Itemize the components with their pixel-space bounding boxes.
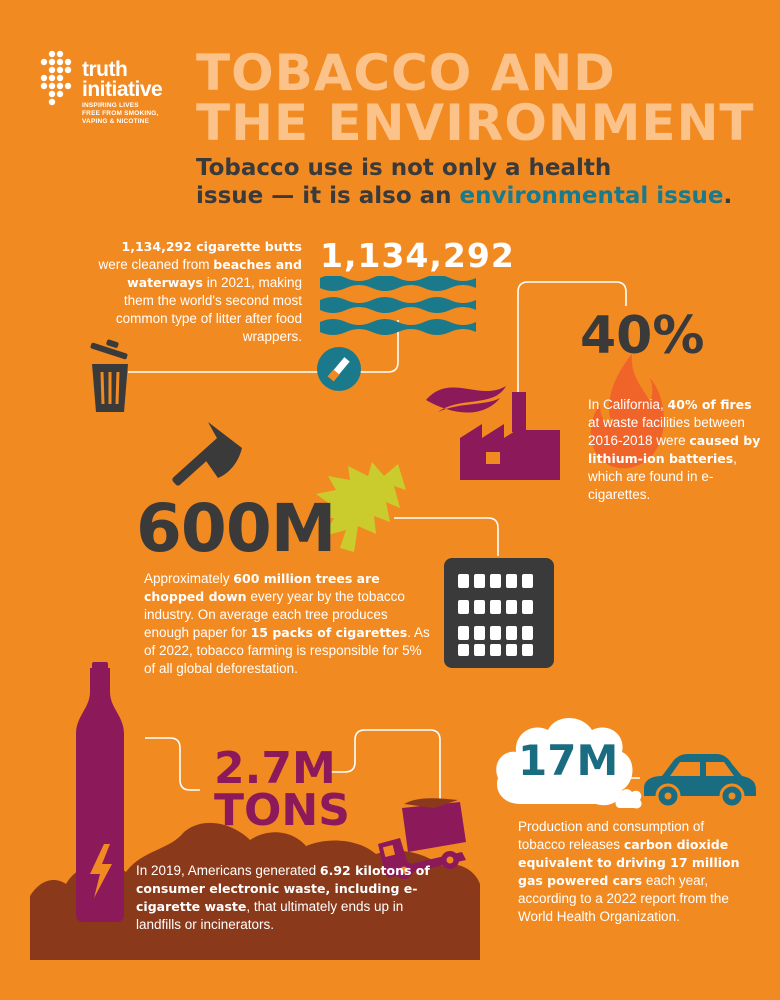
trees-bold-1: 600 million trees are chopped down (144, 571, 380, 604)
waste-text (136, 862, 432, 934)
cigarette-packs-icon (444, 558, 554, 668)
waste-text-2: , that ultimately ends up in landfills or incinerators. (136, 899, 404, 932)
cigarette-butt-icon (316, 346, 362, 392)
fires-text-3: , which are found in e-cigarettes. (588, 451, 737, 502)
cars-text-1: Production and consumption of tobacco releases (518, 819, 705, 852)
page-title-line-1: TOBACCO AND (196, 44, 616, 102)
butts-stat: 1,134,292 (320, 236, 515, 275)
logo-tagline-2: FREE FROM SMOKING, (82, 110, 159, 117)
trees-text-3: . As of 2022, tobacco farming is responsible for 5% of all global deforestation. (144, 625, 430, 676)
exhaust-cloud-icon (614, 784, 644, 810)
butts-bold-1: 1,134,292 cigarette butts (121, 239, 302, 254)
logo-tagline-1: INSPIRING LIVES (82, 102, 139, 109)
waste-stat (214, 743, 350, 836)
cars-text-2: each year, according to a 2022 report from the World Health Organization. (518, 873, 729, 924)
waste-text-1: In 2019, Americans generated (136, 863, 320, 878)
subtitle-highlight: environmental issue (459, 183, 724, 209)
fires-stat: 40% (580, 306, 705, 366)
fires-bold-1: 40% of fires (667, 397, 752, 412)
fires-text (588, 396, 764, 504)
factory-icon (420, 368, 570, 482)
trees-bold-2: 15 packs of cigarettes (250, 625, 408, 640)
lightning-icon (84, 842, 116, 900)
cars-text (518, 818, 750, 926)
page-subtitle (196, 154, 756, 210)
trees-stat: 600M (136, 490, 336, 567)
logo (82, 60, 162, 126)
logo-word-initiative: initiative (82, 78, 163, 101)
subtitle-line-2: issue — it is also an (196, 183, 460, 209)
waves-icon (320, 276, 476, 338)
fires-text-2: at waste facilities between 2016-2018 were (588, 415, 745, 448)
fires-bold-2: caused by lithium-ion batteries (588, 433, 761, 466)
logo-word-truth: truth (82, 58, 128, 81)
butts-bold-2: beaches and waterways (127, 257, 302, 290)
trees-text-2: every year by the tobacco industry. On average each tree produces enough paper for (144, 589, 405, 640)
subtitle-line-1: Tobacco use is not only a health (196, 155, 612, 181)
trash-can-icon (84, 334, 134, 414)
cars-bold-1: carbon dioxide equivalent to driving 17 million gas powered cars (518, 837, 740, 888)
fires-text-1: In California, (588, 397, 668, 412)
trees-text-1: Approximately (144, 571, 234, 586)
waste-stat-amount: 2.7M (214, 743, 336, 794)
page-title-line-2: THE ENVIRONMENT (196, 94, 755, 152)
waste-stat-unit: TONS (214, 785, 350, 836)
logo-dots-icon (34, 50, 80, 112)
trees-text (144, 570, 430, 678)
butts-text (96, 238, 302, 346)
page-title (196, 44, 755, 152)
butts-text-2: in 2021, making them the world's second most common type of litter after food wrappers. (115, 275, 302, 344)
car-icon (638, 752, 758, 810)
butts-text-1: were cleaned from (98, 257, 214, 272)
cars-stat: 17M (518, 736, 619, 785)
waste-bold-1: 6.92 kilotons of consumer electronic waste, including e-cigarette waste (136, 863, 430, 914)
logo-tagline-3: VAPING & NICOTINE (82, 118, 150, 125)
subtitle-end: . (723, 183, 733, 209)
